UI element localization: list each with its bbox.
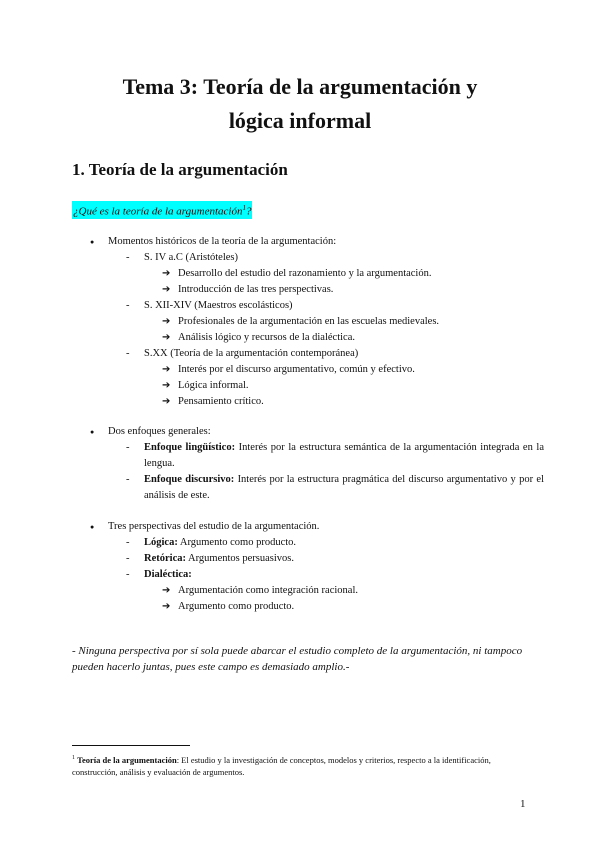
period-label: S. XII-XIV (Maestros escolásticos)	[144, 300, 293, 311]
perspective-text: Argumentos persuasivos.	[185, 553, 294, 564]
list-item	[162, 330, 439, 346]
list-item	[126, 535, 358, 551]
list-item	[162, 378, 439, 394]
arrow-text: Profesionales de la argumentación en las escuelas medievales.	[178, 316, 440, 327]
perspective-term: Dialéctica:	[144, 569, 192, 580]
arrow-text: Argumentación como integración racional.	[178, 585, 358, 596]
list-item	[126, 551, 358, 567]
list-item	[162, 394, 439, 410]
approaches-list	[90, 424, 544, 504]
footnote	[72, 752, 528, 778]
arrow-text: Pensamiento crítico.	[178, 396, 264, 407]
footnote-term: Teoría de la argumentación	[77, 754, 177, 765]
dash-icon: -	[126, 569, 130, 580]
list-item	[126, 346, 439, 410]
arrow-text: Lógica informal.	[178, 380, 249, 391]
list-item	[90, 234, 439, 410]
arrow-icon: ➔	[162, 364, 171, 375]
arrow-list	[162, 314, 439, 346]
historical-list	[90, 234, 439, 410]
list-item	[126, 250, 439, 298]
perspective-term: Lógica:	[144, 537, 178, 548]
title-line-2: lógica informal	[228, 108, 372, 133]
arrow-icon: ➔	[162, 380, 171, 391]
approaches-label: Dos enfoques generales:	[108, 426, 211, 437]
footnote-text: : El estudio y la investigación de conceptos, modelos y criterios, respecto a la identificación, construcción, análisis y evaluación de argumentos.	[72, 754, 491, 777]
arrow-list	[162, 266, 439, 298]
question-text: ¿Qué es la teoría de la argumentación	[73, 205, 243, 218]
arrow-icon: ➔	[162, 284, 171, 295]
page-number: 1	[520, 798, 526, 810]
approach-term: Enfoque lingüístico:	[144, 442, 236, 453]
closing-note: - Ninguna perspectiva por sí sola puede abarcar el estudio completo de la argumentación, ni tampoco pueden hacerlo juntas, pues este campo es demasiado amplio.-	[72, 645, 523, 673]
dash-icon: -	[126, 252, 130, 263]
approach-text: Interés por la estructura pragmática del discurso argumentativo y por el análisis de este.	[144, 474, 544, 501]
dash-icon: -	[126, 553, 130, 564]
footnote-number: 1	[72, 755, 75, 761]
arrow-list	[162, 362, 439, 410]
arrow-text: Análisis lógico y recursos de la dialéctica.	[178, 332, 355, 343]
perspective-term: Retórica:	[144, 553, 186, 564]
list-item	[162, 362, 439, 378]
perspective-text: Argumento como producto.	[177, 537, 297, 548]
perspectives-list	[90, 519, 358, 615]
approach-text: Interés por la estructura semántica de la argumentación integrada en la lengua.	[144, 442, 544, 469]
arrow-icon: ➔	[162, 601, 171, 612]
list-item	[162, 599, 358, 615]
dash-icon: -	[126, 442, 130, 453]
approaches-sublist	[126, 440, 544, 504]
arrow-list	[162, 583, 358, 615]
historical-label: Momentos históricos de la teoría de la argumentación:	[108, 236, 337, 247]
arrow-text: Interés por el discurso argumentativo, común y efectivo.	[178, 364, 415, 375]
document-title	[40, 70, 560, 138]
arrow-icon: ➔	[162, 585, 171, 596]
list-item	[126, 472, 544, 504]
dash-icon: -	[126, 537, 130, 548]
arrow-icon: ➔	[162, 268, 171, 279]
arrow-icon: ➔	[162, 332, 171, 343]
list-item	[90, 519, 358, 615]
periods-list	[126, 250, 439, 410]
list-item	[162, 583, 358, 599]
list-item	[162, 282, 439, 298]
arrow-text: Argumento como producto.	[178, 601, 295, 612]
footnote-divider	[72, 745, 190, 746]
perspectives-label: Tres perspectivas del estudio de la argumentación.	[108, 521, 320, 532]
approach-term: Enfoque discursivo:	[144, 474, 235, 485]
list-item	[162, 314, 439, 330]
period-label: S.XX (Teoría de la argumentación contemporánea)	[144, 348, 359, 359]
highlighted-question	[72, 201, 252, 219]
arrow-icon: ➔	[162, 316, 171, 327]
list-item	[90, 424, 544, 504]
dash-icon: -	[126, 348, 130, 359]
footnote-ref: 1	[242, 204, 246, 212]
list-item	[126, 440, 544, 472]
arrow-text: Introducción de las tres perspectivas.	[178, 284, 334, 295]
list-item	[126, 298, 439, 346]
arrow-text: Desarrollo del estudio del razonamiento y la argumentación.	[178, 268, 432, 279]
section-heading: 1. Teoría de la argumentación	[72, 160, 288, 179]
list-item	[162, 266, 439, 282]
perspectives-sublist	[126, 535, 358, 615]
arrow-icon: ➔	[162, 396, 171, 407]
question-mark: ?	[245, 205, 252, 218]
period-label: S. IV a.C (Aristóteles)	[144, 252, 239, 263]
list-item	[126, 567, 358, 615]
dash-icon: -	[126, 474, 130, 485]
dash-icon: -	[126, 300, 130, 311]
title-line-1: Tema 3: Teoría de la argumentación y	[122, 74, 478, 99]
